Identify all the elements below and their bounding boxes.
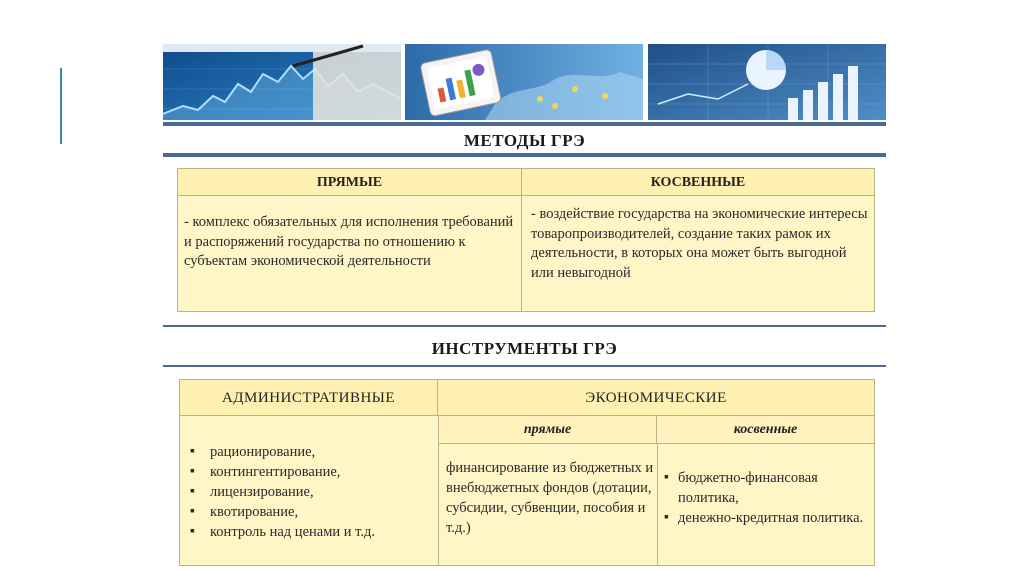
tablet-map-icon	[405, 44, 643, 120]
divider-line	[163, 325, 886, 327]
economic-direct-text: финансирование из бюджетных и внебюджетных фондов (дотации, субсидии, субвенции, пособия и т.д.)	[446, 460, 654, 536]
pie-bar-chart-icon	[648, 44, 886, 120]
list-item: ▪ бюджетно-финансовая политика,	[664, 468, 870, 508]
list-item: ▪ рационирование,	[188, 442, 436, 462]
accent-line	[60, 68, 62, 144]
instruments-title: ИНСТРУМЕНТЫ ГРЭ	[431, 339, 618, 358]
administrative-header: АДМИНИСТРАТИВНЫЕ	[180, 380, 438, 416]
economic-indirect-list-cell	[664, 468, 870, 528]
indirect-methods-text: - воздействие государства на экономические интересы товаропроизводителей, создание таких рамок их деятельности, в которых она может быть выгодной или невыгодной	[531, 206, 868, 281]
column-divider	[657, 444, 658, 565]
column-divider	[521, 169, 522, 311]
economic-indirect-header: косвенные	[657, 416, 874, 444]
stock-chart-icon	[163, 44, 401, 120]
divider-line	[163, 153, 886, 157]
administrative-list	[188, 442, 436, 542]
header-banner	[163, 44, 886, 120]
direct-methods-header: ПРЯМЫЕ	[178, 169, 521, 196]
methods-table	[177, 168, 875, 312]
list-item: ▪ лицензирование,	[188, 482, 436, 502]
economic-indirect-list	[664, 468, 870, 528]
list-item: ▪ контингентирование,	[188, 462, 436, 482]
divider-line	[163, 365, 886, 367]
column-divider	[438, 416, 439, 565]
list-item: ▪ денежно-кредитная политика.	[664, 508, 870, 528]
list-item: ▪ квотирование,	[188, 502, 436, 522]
list-item: ▪ контроль над ценами и т.д.	[188, 522, 436, 542]
indirect-methods-header: КОСВЕННЫЕ	[522, 169, 874, 196]
methods-title: МЕТОДЫ ГРЭ	[463, 131, 586, 150]
economic-direct-header: прямые	[439, 416, 657, 444]
instruments-table	[179, 379, 875, 566]
direct-methods-text: - комплекс обязательных для исполнения требований и распоряжений государства по отношению к субъектам экономической деятельности	[184, 214, 514, 269]
divider-line	[163, 122, 886, 126]
economic-header: ЭКОНОМИЧЕСКИЕ	[438, 380, 874, 416]
administrative-list-cell	[188, 442, 436, 542]
